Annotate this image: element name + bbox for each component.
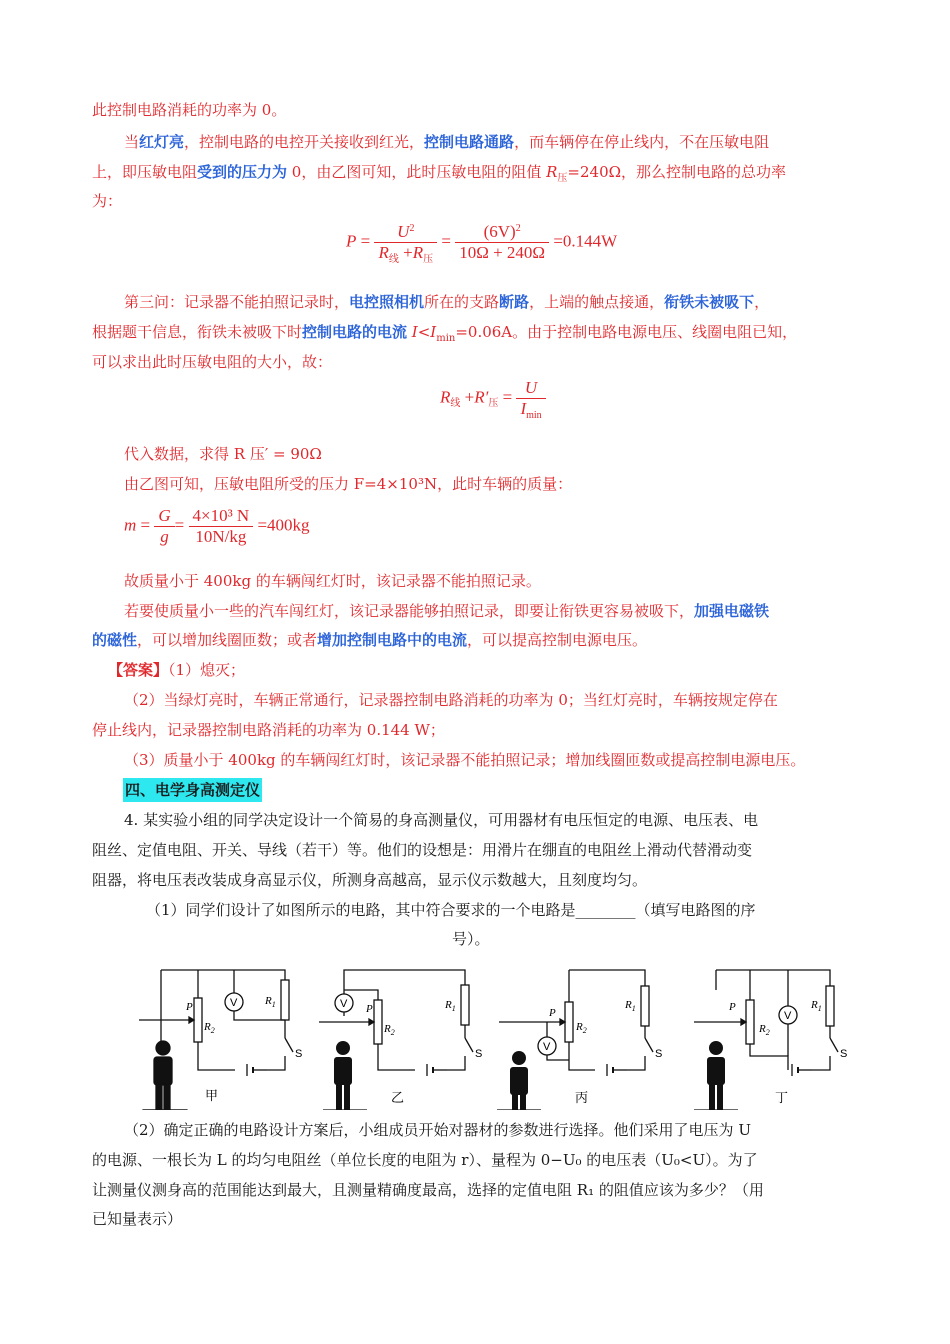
text-line: 可以求出此时压敏电阻的大小，故： [92, 353, 333, 371]
circuit-yi [319, 970, 473, 1110]
text-line: （2）确定正确的电路设计方案后，小组成员开始对器材的参数进行选择。他们采用了电压为 U [124, 1121, 751, 1139]
subscript: 线 [450, 398, 461, 410]
text-run: 若要使质量小一些的汽车闯红灯，该记录器能够拍照记录，即要让衔铁更容易被吸下， [124, 602, 695, 620]
text-run: ，上端的触点接通， [529, 293, 665, 311]
text-line: 4. 某实验小组的同学决定设计一个简易的身高测量仪，可用器材有电压恒定的电源、电压表、电 [124, 811, 759, 829]
text-run: 0，由乙图可知，此时压敏电阻的阻值 [287, 163, 547, 181]
answer-tag: 【答案】 [108, 661, 169, 679]
text-run: =0.06A。由于控制电路电源电压、线圈电阻已知， [455, 323, 798, 341]
text-run: =240Ω，那么控制电路的总功率 [567, 163, 787, 181]
voltmeter-label: V [340, 998, 348, 1010]
switch-label: S [655, 1048, 663, 1060]
symbol: G [158, 506, 171, 525]
highlight-text: 加强电磁铁 [694, 602, 770, 620]
text-run: 根据题干信息，衔铁未被吸下时 [92, 323, 303, 341]
label-r2: $R_2$ [204, 1021, 215, 1035]
symbol: I<I [407, 323, 437, 341]
symbol: R [412, 243, 424, 262]
text-run: ， [754, 293, 770, 311]
label-r1: $R_1$ [625, 999, 636, 1013]
text-run: 当 [124, 133, 140, 151]
text-line: 阻丝、定值电阻、开关、导线（若干）等。他们的设想是：用滑片在绷直的电阻丝上滑动代替滑动变 [92, 841, 753, 859]
text-line [92, 320, 797, 347]
highlight-text: 红灯亮 [139, 133, 185, 151]
text-line [108, 658, 245, 682]
text-line [124, 290, 769, 314]
label-r1: $R_1$ [811, 999, 822, 1013]
highlight-text: 控制电路的电流 [302, 323, 408, 341]
voltmeter-label: V [230, 997, 238, 1009]
symbol: R′ [474, 387, 489, 407]
circuit-label: 丙 [575, 1091, 589, 1106]
highlight-text: 电控照相机 [349, 293, 425, 311]
symbol: R [378, 243, 389, 262]
highlight-text: 断路 [499, 293, 530, 311]
subscript: min [526, 410, 542, 421]
switch-label: S [475, 1048, 483, 1060]
text-line: 由乙图可知，压敏电阻所受的压力 F=4×10³N，此时车辆的质量： [124, 475, 573, 493]
text-run: ，控制电路的电控开关接收到红光， [184, 133, 425, 151]
circuit-bing [497, 970, 653, 1110]
text-line: 故质量小于 400kg 的车辆闯红灯时，该记录器不能拍照记录。 [124, 572, 541, 590]
circuit-label: 甲 [205, 1089, 219, 1104]
fraction [189, 506, 254, 547]
symbol: R [546, 163, 558, 181]
text-run: 所在的支路 [424, 293, 500, 311]
fraction [154, 506, 174, 547]
subscript: 压 [488, 398, 499, 410]
text-run: ，可以增加线圈匝数；或者 [137, 631, 318, 649]
text-line: 让测量仪测身高的范围能达到最大，且测量精确度最高，选择的定值电阻 R₁ 的阻值应该为多少？（用 [92, 1181, 764, 1199]
highlight-text: 衔铁未被吸下 [664, 293, 755, 311]
text-line: 已知量表示） [92, 1210, 183, 1228]
subscript: min [436, 333, 456, 344]
text-run: 上，即压敏电阻 [92, 163, 198, 181]
text-line: 为： [92, 192, 123, 210]
superscript: 2 [409, 223, 415, 234]
value: 10N/kg [189, 526, 254, 547]
text-line [124, 130, 769, 154]
label-r1: $R_1$ [265, 995, 276, 1009]
text-run: ，可以提高控制电源电压。 [467, 631, 648, 649]
label-r2: $R_2$ [384, 1023, 395, 1037]
circuit-diagrams [135, 960, 855, 1110]
symbol: g [160, 527, 169, 546]
text-line: 阻器，将电压表改装成身高显示仪，所测身高越高，显示仪示数越大，且刻度均匀。 [92, 871, 648, 889]
value: 10Ω + 240Ω [455, 242, 549, 263]
label-r2: $R_2$ [759, 1023, 770, 1037]
subscript: 压 [423, 254, 434, 265]
text-line [92, 628, 647, 652]
text-line: 号）。 [452, 930, 490, 948]
text-line: 停止线内，记录器控制电路消耗的功率为 0.144 W； [92, 721, 445, 739]
fraction: $\frac{U^2}{R_线 +R_压}$ [374, 222, 437, 263]
fraction [516, 378, 545, 419]
equation-resistance: $R_线 +R'_压$ = $\frac{U}{I_{min}}$ [440, 378, 546, 419]
symbol: I [520, 399, 527, 418]
label-r1: $R_1$ [445, 999, 456, 1013]
result: =0.144W [553, 231, 618, 251]
text-run: 第三问：记录器不能拍照记录时， [124, 293, 350, 311]
equation-power: P = $\frac{U^2}{R_线 +R_压}$ = $\frac{(6V)^2}{10\Omega + 240\Omega}$ =0.144W [346, 222, 618, 265]
subscript: 压 [557, 173, 568, 184]
result: =400kg [257, 515, 310, 535]
text-run: （1）熄灭； [168, 661, 246, 679]
voltmeter-label: V [543, 1041, 551, 1053]
text-run: ，而车辆停在停止线内，不在压敏电阻 [514, 133, 770, 151]
section-heading: 四、电学身高测定仪 [123, 778, 262, 802]
value: (6V) [483, 222, 516, 241]
highlight-text: 增加控制电路中的电流 [317, 631, 468, 649]
text-line [92, 160, 786, 187]
switch-label: S [840, 1048, 848, 1060]
symbol: U [397, 222, 410, 241]
circuit-ding [694, 970, 838, 1110]
highlight-text: 控制电路通路 [424, 133, 515, 151]
switch-label: S [295, 1048, 303, 1060]
circuit-label: 丁 [775, 1091, 789, 1106]
label-p: P [366, 1003, 373, 1015]
label-p: P [186, 1001, 193, 1013]
highlight-text: 的磁性 [92, 631, 138, 649]
label-r2: $R_2$ [576, 1021, 587, 1035]
symbol: P [346, 231, 357, 251]
superscript: 2 [515, 223, 521, 234]
equation-mass: m = $\frac{G}{g}$ = $\frac{\text{4×10³ N}}{10N/kg}$ =400kg [124, 506, 310, 546]
label-p: P [549, 1007, 556, 1019]
text-line: （2）当绿灯亮时，车辆正常通行，记录器控制电路消耗的功率为 0；当红灯亮时，车辆按规定停在 [124, 691, 778, 709]
text-line: 的电源、一根长为 L 的均匀电阻丝（单位长度的电阻为 r）、量程为 0−U₀ 的电压表（U₀<U）。为了 [92, 1151, 758, 1169]
value: 4×10³ N [192, 506, 250, 525]
text-line: 此控制电路消耗的功率为 0。 [92, 101, 287, 119]
text-line: （3）质量小于 400kg 的车辆闯红灯时，该记录器不能拍照记录；增加线圈匝数或提高控制电源电压。 [124, 751, 806, 769]
subscript: 线 [388, 254, 399, 265]
voltmeter-label: V [784, 1010, 792, 1022]
fraction [455, 222, 549, 263]
text-line: 代入数据，求得 R 压′ = 90Ω [124, 445, 322, 463]
circuit-label: 乙 [391, 1091, 405, 1106]
highlight-text: 受到的压力为 [197, 163, 288, 181]
text-line [124, 599, 769, 623]
symbol: U [524, 378, 538, 397]
text-line: （1）同学们设计了如图所示的电路，其中符合要求的一个电路是________（填写电路图的序 [146, 901, 756, 919]
label-p: P [729, 1001, 736, 1013]
symbol: m [124, 515, 137, 535]
symbol: R [440, 387, 451, 407]
